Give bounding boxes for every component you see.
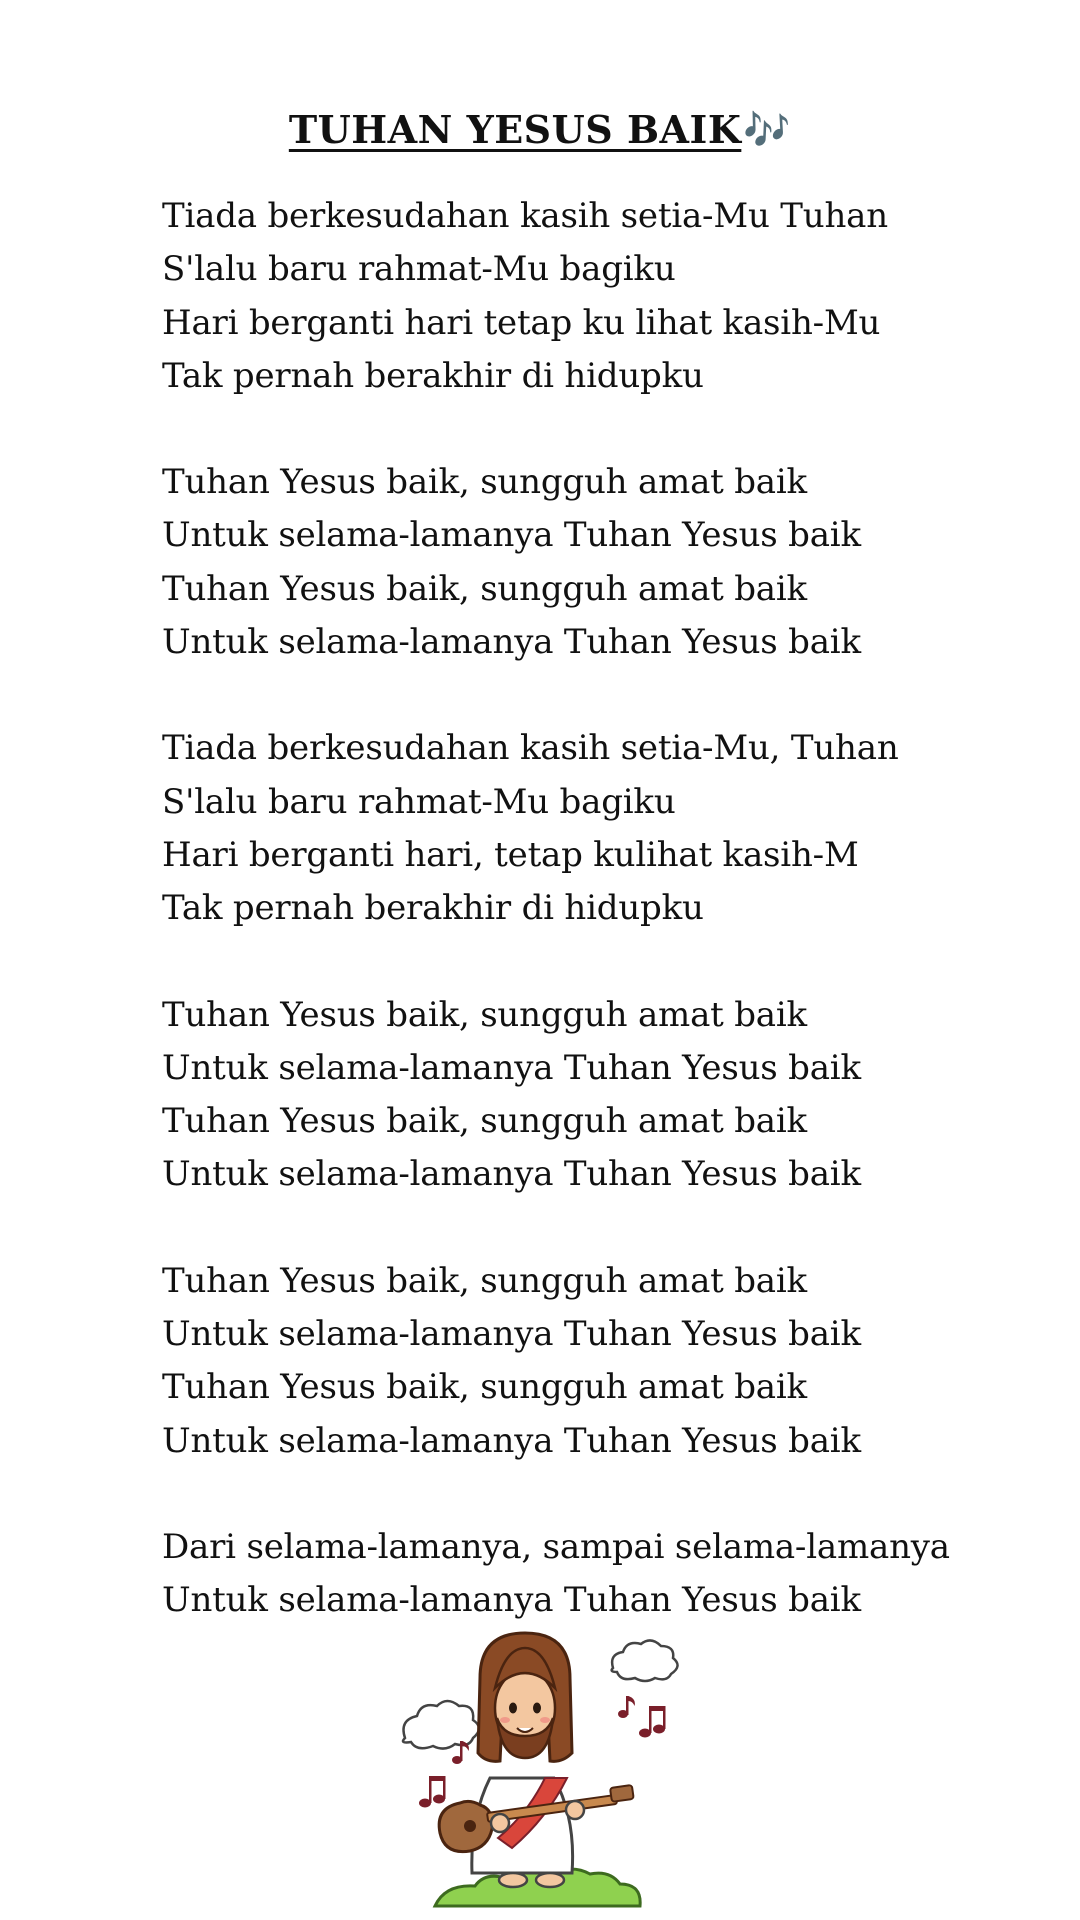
lyric-line: Untuk selama-lamanya Tuhan Yesus baik — [162, 1047, 861, 1088]
stanza-4-chorus — [162, 989, 1062, 1202]
lyrics — [162, 190, 1062, 1681]
grass-patch — [435, 1869, 640, 1906]
song-title — [0, 100, 1080, 160]
lyric-line: Hari berganti hari tetap ku lihat kasih-Mu — [162, 302, 881, 343]
lyric-line: Tuhan Yesus baik, sungguh amat baik — [162, 462, 807, 503]
music-note-icon — [639, 1706, 666, 1738]
lyric-line: Tiada berkesudahan kasih setia-Mu Tuhan — [162, 196, 888, 236]
music-note-icon — [618, 1696, 635, 1718]
lyric-line: Tuhan Yesus baik, sungguh amat baik — [162, 994, 807, 1035]
jesus-guitar-illustration — [395, 1628, 695, 1918]
lyric-line: Tuhan Yesus baik, sungguh amat baik — [162, 1101, 807, 1142]
lyric-line: Hari berganti hari, tetap kulihat kasih-M — [162, 834, 859, 875]
lyric-line: Untuk selama-lamanya Tuhan Yesus baik — [162, 1154, 861, 1195]
lyric-line: Tak pernah berakhir di hidupku — [162, 888, 704, 929]
lyric-line: Untuk selama-lamanya Tuhan Yesus baik — [162, 1420, 861, 1461]
lyric-line: Tak pernah berakhir di hidupku — [162, 355, 704, 396]
lyric-line: Tuhan Yesus baik, sungguh amat baik — [162, 1260, 807, 1301]
stanza-6-ending — [162, 1521, 1062, 1628]
lyric-line: S'lalu baru rahmat-Mu bagiku — [162, 781, 676, 822]
stanza-5-chorus — [162, 1255, 1062, 1468]
lyric-line: Untuk selama-lamanya Tuhan Yesus baik — [162, 1314, 861, 1355]
stanza-3 — [162, 722, 1062, 935]
cloud-icon — [612, 1640, 678, 1681]
lyric-line: Dari selama-lamanya, sampai selama-lamanya — [162, 1526, 950, 1567]
lyric-line: Untuk selama-lamanya Tuhan Yesus baik — [162, 622, 861, 663]
lyric-line: Tuhan Yesus baik, sungguh amat baik — [162, 568, 807, 609]
stanza-1 — [162, 190, 1062, 403]
lyric-line: S'lalu baru rahmat-Mu bagiku — [162, 249, 676, 290]
lyric-line: Untuk selama-lamanya Tuhan Yesus baik — [162, 515, 861, 556]
music-note-icon — [419, 1776, 446, 1808]
music-notes-icon: 🎶 — [743, 108, 792, 152]
lyric-line: Tiada berkesudahan kasih setia-Mu, Tuhan — [162, 728, 899, 769]
lyric-line: Untuk selama-lamanya Tuhan Yesus baik — [162, 1580, 861, 1621]
stanza-2-chorus — [162, 456, 1062, 669]
song-title-text: TUHAN YESUS BAIK — [288, 107, 742, 152]
lyric-line: Tuhan Yesus baik, sungguh amat baik — [162, 1367, 807, 1408]
cloud-icon — [403, 1701, 479, 1749]
